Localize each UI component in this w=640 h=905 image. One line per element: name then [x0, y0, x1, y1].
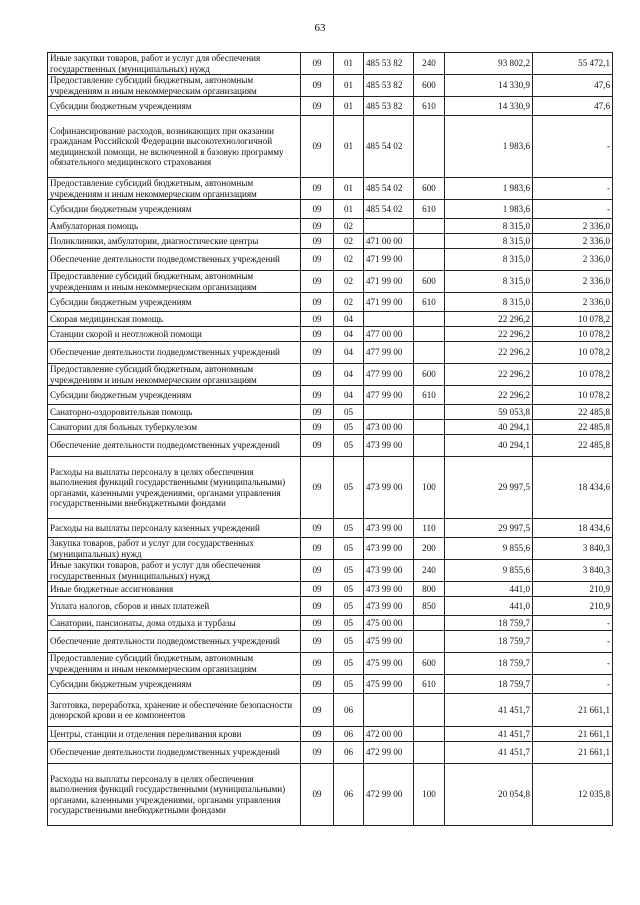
amount-2: - — [533, 116, 613, 178]
amount-1: 22 296,2 — [445, 386, 533, 405]
section-code: 09 — [301, 386, 334, 405]
target-code: 471 00 00 — [364, 234, 414, 249]
row-name: Субсидии бюджетным учреждениям — [48, 675, 301, 694]
row-name: Расходы на выплаты персоналу в целях обеспечения выполнения функций государственными (муниципальными) органами, казенными учреждениями, органами управления государственными внебюджетными фондами — [48, 764, 301, 826]
expense-type-code — [414, 327, 445, 342]
amount-2: 10 078,2 — [533, 327, 613, 342]
amount-1: 59 053,8 — [445, 405, 533, 420]
section-code: 09 — [301, 653, 334, 675]
amount-1: 8 315,0 — [445, 234, 533, 249]
amount-1: 8 315,0 — [445, 249, 533, 271]
amount-2: 2 336,0 — [533, 293, 613, 312]
amount-1: 20 054,8 — [445, 764, 533, 826]
expense-type-code: 850 — [414, 597, 445, 616]
amount-1: 8 315,0 — [445, 293, 533, 312]
amount-1: 8 315,0 — [445, 271, 533, 293]
table-row — [48, 293, 613, 312]
expense-type-code: 800 — [414, 582, 445, 597]
table-row — [48, 178, 613, 200]
budget-table — [47, 52, 613, 826]
amount-1: 41 451,7 — [445, 727, 533, 742]
section-code: 09 — [301, 597, 334, 616]
expense-type-code: 100 — [414, 457, 445, 519]
target-code: 473 99 00 — [364, 582, 414, 597]
row-name: Амбулаторная помощь — [48, 219, 301, 234]
target-code: 471 99 00 — [364, 271, 414, 293]
target-code: 472 99 00 — [364, 764, 414, 826]
table-row — [48, 653, 613, 675]
expense-type-code — [414, 420, 445, 435]
section-code: 09 — [301, 97, 334, 116]
subsection-code: 05 — [334, 560, 364, 582]
row-name: Скорая медицинская помощь — [48, 312, 301, 327]
amount-2: 2 336,0 — [533, 234, 613, 249]
section-code: 09 — [301, 53, 334, 75]
amount-2: 47,6 — [533, 75, 613, 97]
row-name: Санаторно-оздоровительная помощь — [48, 405, 301, 420]
subsection-code: 05 — [334, 675, 364, 694]
section-code: 09 — [301, 616, 334, 631]
target-code: 471 99 00 — [364, 249, 414, 271]
amount-2: - — [533, 200, 613, 219]
target-code: 473 00 00 — [364, 420, 414, 435]
row-name: Расходы на выплаты персоналу казенных учреждений — [48, 519, 301, 538]
expense-type-code: 610 — [414, 97, 445, 116]
row-name: Санатории для больных туберкулезом — [48, 420, 301, 435]
row-name: Иные закупки товаров, работ и услуг для обеспечения государственных (муниципальных) нужд — [48, 53, 301, 75]
table-row — [48, 727, 613, 742]
amount-2: 21 661,1 — [533, 727, 613, 742]
section-code: 09 — [301, 538, 334, 560]
amount-1: 18 759,7 — [445, 616, 533, 631]
section-code: 09 — [301, 293, 334, 312]
section-code: 09 — [301, 234, 334, 249]
amount-1: 18 759,7 — [445, 653, 533, 675]
subsection-code: 05 — [334, 457, 364, 519]
table-row — [48, 249, 613, 271]
expense-type-code: 610 — [414, 386, 445, 405]
amount-2: 18 434,6 — [533, 457, 613, 519]
expense-type-code — [414, 742, 445, 764]
expense-type-code — [414, 694, 445, 727]
subsection-code: 06 — [334, 727, 364, 742]
section-code: 09 — [301, 405, 334, 420]
subsection-code: 02 — [334, 219, 364, 234]
table-row — [48, 75, 613, 97]
table-row — [48, 97, 613, 116]
expense-type-code — [414, 727, 445, 742]
section-code: 09 — [301, 742, 334, 764]
table-row — [48, 538, 613, 560]
target-code — [364, 219, 414, 234]
amount-1: 18 759,7 — [445, 675, 533, 694]
amount-2: 21 661,1 — [533, 742, 613, 764]
section-code: 09 — [301, 178, 334, 200]
table-row — [48, 519, 613, 538]
subsection-code: 05 — [334, 597, 364, 616]
target-code — [364, 312, 414, 327]
row-name: Субсидии бюджетным учреждениям — [48, 97, 301, 116]
table-row — [48, 53, 613, 75]
expense-type-code — [414, 342, 445, 364]
expense-type-code — [414, 616, 445, 631]
amount-1: 14 330,9 — [445, 75, 533, 97]
amount-1: 40 294,1 — [445, 420, 533, 435]
expense-type-code: 610 — [414, 200, 445, 219]
subsection-code: 05 — [334, 582, 364, 597]
amount-2: 22 485,8 — [533, 420, 613, 435]
target-code: 473 99 00 — [364, 538, 414, 560]
table-row — [48, 631, 613, 653]
target-code: 477 99 00 — [364, 364, 414, 386]
section-code: 09 — [301, 364, 334, 386]
table-row — [48, 560, 613, 582]
row-name: Станции скорой и неотложной помощи — [48, 327, 301, 342]
row-name: Предоставление субсидий бюджетным, автономным учреждениям и иным некоммерческим организациям — [48, 364, 301, 386]
amount-2: 10 078,2 — [533, 342, 613, 364]
section-code: 09 — [301, 116, 334, 178]
amount-1: 1 983,6 — [445, 200, 533, 219]
amount-1: 14 330,9 — [445, 97, 533, 116]
row-name: Предоставление субсидий бюджетным, автономным учреждениям и иным некоммерческим организациям — [48, 178, 301, 200]
target-code: 471 99 00 — [364, 293, 414, 312]
target-code: 485 53 82 — [364, 53, 414, 75]
row-name: Иные закупки товаров, работ и услуг для обеспечения государственных (муниципальных) нужд — [48, 560, 301, 582]
subsection-code: 01 — [334, 200, 364, 219]
expense-type-code: 600 — [414, 653, 445, 675]
table-row — [48, 116, 613, 178]
amount-2: 210,9 — [533, 582, 613, 597]
subsection-code: 04 — [334, 312, 364, 327]
expense-type-code: 600 — [414, 178, 445, 200]
page-number: 63 — [314, 22, 326, 34]
section-code: 09 — [301, 271, 334, 293]
subsection-code: 05 — [334, 405, 364, 420]
table-row — [48, 597, 613, 616]
subsection-code: 05 — [334, 420, 364, 435]
amount-2: 3 840,3 — [533, 538, 613, 560]
subsection-code: 06 — [334, 764, 364, 826]
target-code: 473 99 00 — [364, 597, 414, 616]
target-code: 473 99 00 — [364, 519, 414, 538]
section-code: 09 — [301, 560, 334, 582]
amount-2: 2 336,0 — [533, 219, 613, 234]
expense-type-code: 600 — [414, 364, 445, 386]
amount-2: 2 336,0 — [533, 271, 613, 293]
amount-2: - — [533, 653, 613, 675]
section-code: 09 — [301, 582, 334, 597]
expense-type-code — [414, 312, 445, 327]
section-code: 09 — [301, 312, 334, 327]
row-name: Обеспечение деятельности подведомственных учреждений — [48, 249, 301, 271]
amount-1: 93 802,2 — [445, 53, 533, 75]
subsection-code: 05 — [334, 653, 364, 675]
expense-type-code: 200 — [414, 538, 445, 560]
section-code: 09 — [301, 420, 334, 435]
amount-2: 3 840,3 — [533, 560, 613, 582]
target-code: 485 53 82 — [364, 97, 414, 116]
amount-2: 10 078,2 — [533, 364, 613, 386]
table-row — [48, 364, 613, 386]
row-name: Закупка товаров, работ и услуг для государственных (муниципальных) нужд — [48, 538, 301, 560]
amount-2: 18 434,6 — [533, 519, 613, 538]
amount-1: 1 983,6 — [445, 178, 533, 200]
amount-2: 21 661,1 — [533, 694, 613, 727]
expense-type-code — [414, 249, 445, 271]
row-name: Софинансирование расходов, возникающих при оказании гражданам Российской Федерации высокотехнологичной медицинской помощи, не включенной в базовую программу обязательного медицинского страхования — [48, 116, 301, 178]
subsection-code: 01 — [334, 116, 364, 178]
target-code: 477 99 00 — [364, 342, 414, 364]
table-row — [48, 675, 613, 694]
subsection-code: 04 — [334, 386, 364, 405]
amount-1: 441,0 — [445, 597, 533, 616]
subsection-code: 02 — [334, 249, 364, 271]
target-code: 477 99 00 — [364, 386, 414, 405]
section-code: 09 — [301, 327, 334, 342]
amount-1: 441,0 — [445, 582, 533, 597]
expense-type-code — [414, 234, 445, 249]
row-name: Центры, станции и отделения переливания крови — [48, 727, 301, 742]
target-code: 475 99 00 — [364, 653, 414, 675]
target-code: 477 00 00 — [364, 327, 414, 342]
section-code: 09 — [301, 457, 334, 519]
target-code: 473 99 00 — [364, 457, 414, 519]
row-name: Субсидии бюджетным учреждениям — [48, 200, 301, 219]
amount-2: 210,9 — [533, 597, 613, 616]
row-name: Расходы на выплаты персоналу в целях обеспечения выполнения функций государственными (муниципальными) органами, казенными учреждениями, органами управления государственными внебюджетными фондами — [48, 457, 301, 519]
table-row — [48, 386, 613, 405]
subsection-code: 05 — [334, 538, 364, 560]
subsection-code: 05 — [334, 519, 364, 538]
row-name: Обеспечение деятельности подведомственных учреждений — [48, 631, 301, 653]
row-name: Субсидии бюджетным учреждениям — [48, 386, 301, 405]
subsection-code: 04 — [334, 327, 364, 342]
subsection-code: 01 — [334, 178, 364, 200]
amount-1: 22 296,2 — [445, 342, 533, 364]
subsection-code: 04 — [334, 364, 364, 386]
table-row — [48, 764, 613, 826]
row-name: Обеспечение деятельности подведомственных учреждений — [48, 342, 301, 364]
expense-type-code — [414, 405, 445, 420]
subsection-code: 01 — [334, 97, 364, 116]
expense-type-code: 100 — [414, 764, 445, 826]
amount-1: 29 997,5 — [445, 457, 533, 519]
subsection-code: 06 — [334, 694, 364, 727]
table-row — [48, 327, 613, 342]
target-code: 485 54 02 — [364, 116, 414, 178]
subsection-code: 05 — [334, 616, 364, 631]
section-code: 09 — [301, 342, 334, 364]
row-name: Иные бюджетные ассигнования — [48, 582, 301, 597]
row-name: Санатории, пансионаты, дома отдыха и турбазы — [48, 616, 301, 631]
target-code: 485 54 02 — [364, 178, 414, 200]
row-name: Уплата налогов, сборов и иных платежей — [48, 597, 301, 616]
amount-1: 8 315,0 — [445, 219, 533, 234]
expense-type-code: 240 — [414, 560, 445, 582]
subsection-code: 02 — [334, 271, 364, 293]
target-code: 473 99 00 — [364, 435, 414, 457]
table-row — [48, 694, 613, 727]
row-name: Поликлиники, амбулатории, диагностические центры — [48, 234, 301, 249]
amount-2: 22 485,8 — [533, 435, 613, 457]
table-row — [48, 435, 613, 457]
table-row — [48, 405, 613, 420]
amount-1: 9 855,6 — [445, 560, 533, 582]
expense-type-code — [414, 116, 445, 178]
table-row — [48, 312, 613, 327]
subsection-code: 05 — [334, 435, 364, 457]
section-code: 09 — [301, 249, 334, 271]
table-row — [48, 200, 613, 219]
expense-type-code: 600 — [414, 271, 445, 293]
amount-2: 12 035,8 — [533, 764, 613, 826]
expense-type-code — [414, 631, 445, 653]
expense-type-code: 240 — [414, 53, 445, 75]
target-code: 475 99 00 — [364, 675, 414, 694]
table-row — [48, 219, 613, 234]
amount-2: 47,6 — [533, 97, 613, 116]
subsection-code: 06 — [334, 742, 364, 764]
table-row — [48, 616, 613, 631]
section-code: 09 — [301, 75, 334, 97]
amount-1: 41 451,7 — [445, 742, 533, 764]
subsection-code: 01 — [334, 53, 364, 75]
section-code: 09 — [301, 694, 334, 727]
expense-type-code — [414, 435, 445, 457]
section-code: 09 — [301, 675, 334, 694]
target-code: 472 99 00 — [364, 742, 414, 764]
section-code: 09 — [301, 631, 334, 653]
section-code: 09 — [301, 727, 334, 742]
row-name: Обеспечение деятельности подведомственных учреждений — [48, 435, 301, 457]
section-code: 09 — [301, 200, 334, 219]
amount-2: - — [533, 616, 613, 631]
target-code: 475 00 00 — [364, 616, 414, 631]
expense-type-code: 600 — [414, 75, 445, 97]
expense-type-code — [414, 219, 445, 234]
subsection-code: 01 — [334, 75, 364, 97]
amount-2: 55 472,1 — [533, 53, 613, 75]
target-code: 473 99 00 — [364, 560, 414, 582]
amount-2: 22 485,8 — [533, 405, 613, 420]
amount-2: - — [533, 631, 613, 653]
subsection-code: 04 — [334, 342, 364, 364]
amount-1: 41 451,7 — [445, 694, 533, 727]
row-name: Предоставление субсидий бюджетным, автономным учреждениям и иным некоммерческим организациям — [48, 271, 301, 293]
amount-1: 22 296,2 — [445, 327, 533, 342]
row-name: Обеспечение деятельности подведомственных учреждений — [48, 742, 301, 764]
amount-1: 22 296,2 — [445, 312, 533, 327]
amount-1: 40 294,1 — [445, 435, 533, 457]
row-name: Предоставление субсидий бюджетным, автономным учреждениям и иным некоммерческим организациям — [48, 653, 301, 675]
amount-2: 10 078,2 — [533, 312, 613, 327]
target-code — [364, 694, 414, 727]
amount-2: - — [533, 178, 613, 200]
row-name: Заготовка, переработка, хранение и обеспечение безопасности донорской крови и ее компонентов — [48, 694, 301, 727]
target-code — [364, 405, 414, 420]
table-row — [48, 457, 613, 519]
amount-1: 9 855,6 — [445, 538, 533, 560]
target-code: 485 54 02 — [364, 200, 414, 219]
section-code: 09 — [301, 764, 334, 826]
row-name: Субсидии бюджетным учреждениям — [48, 293, 301, 312]
target-code: 472 00 00 — [364, 727, 414, 742]
table-row — [48, 420, 613, 435]
amount-1: 22 296,2 — [445, 364, 533, 386]
amount-1: 29 997,5 — [445, 519, 533, 538]
table-row — [48, 582, 613, 597]
table-row — [48, 271, 613, 293]
amount-1: 18 759,7 — [445, 631, 533, 653]
subsection-code: 02 — [334, 234, 364, 249]
amount-2: - — [533, 675, 613, 694]
table-row — [48, 234, 613, 249]
section-code: 09 — [301, 435, 334, 457]
row-name: Предоставление субсидий бюджетным, автономным учреждениям и иным некоммерческим организациям — [48, 75, 301, 97]
expense-type-code: 110 — [414, 519, 445, 538]
amount-2: 2 336,0 — [533, 249, 613, 271]
amount-2: 10 078,2 — [533, 386, 613, 405]
subsection-code: 05 — [334, 631, 364, 653]
section-code: 09 — [301, 519, 334, 538]
section-code: 09 — [301, 219, 334, 234]
table-row — [48, 342, 613, 364]
amount-1: 1 983,6 — [445, 116, 533, 178]
table-row — [48, 742, 613, 764]
target-code: 475 99 00 — [364, 631, 414, 653]
expense-type-code: 610 — [414, 675, 445, 694]
expense-type-code: 610 — [414, 293, 445, 312]
subsection-code: 02 — [334, 293, 364, 312]
target-code: 485 53 82 — [364, 75, 414, 97]
